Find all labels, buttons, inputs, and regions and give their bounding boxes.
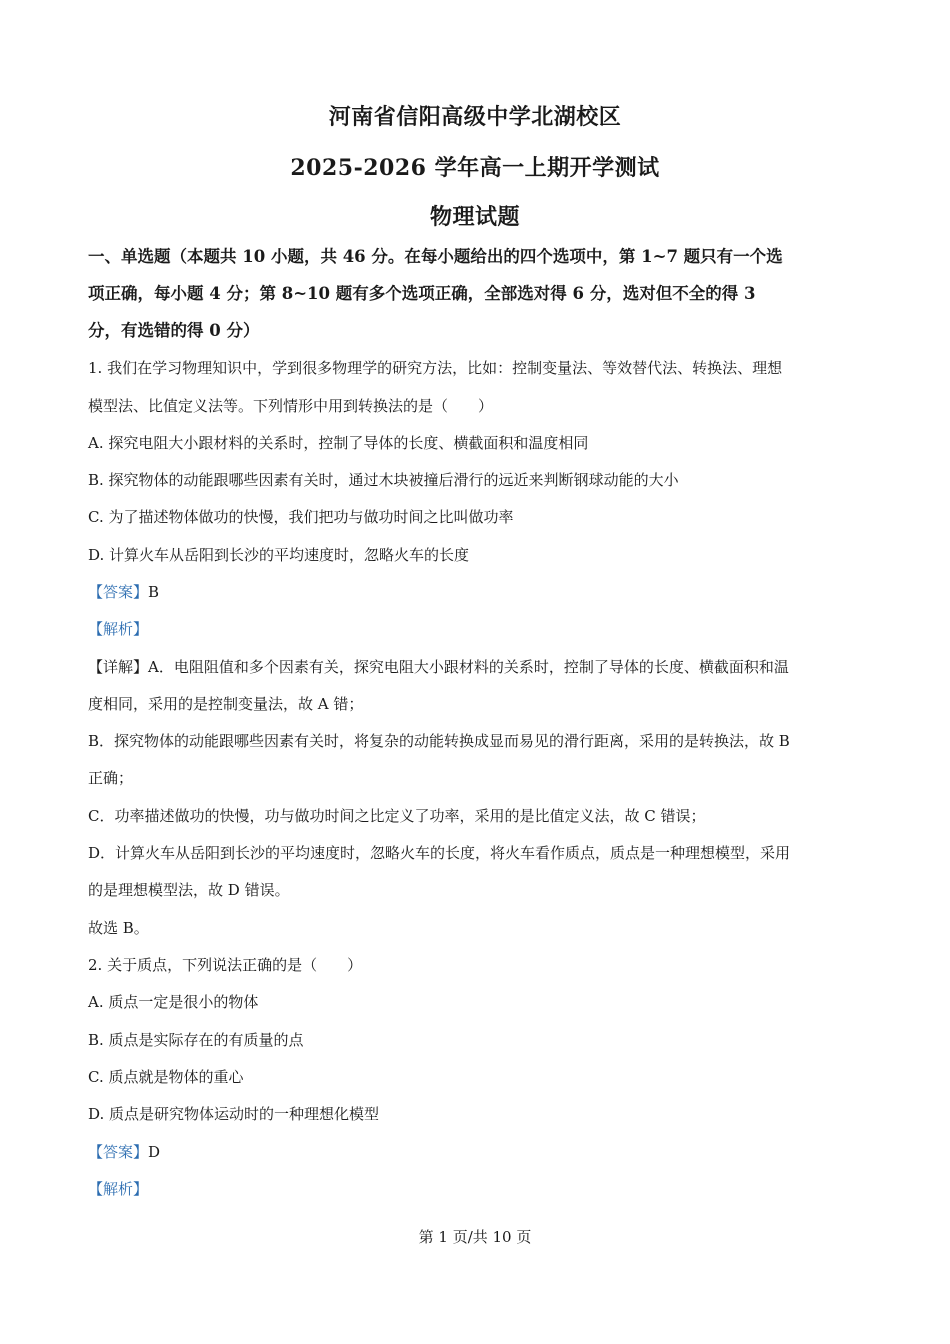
q1-stem-line: 1. 我们在学习物理知识中，学到很多物理学的研究方法，比如：控制变量法、等效替代法、转换法、理想 <box>88 359 783 377</box>
answer-value: B <box>148 583 160 601</box>
q1-option-c: C. 为了描述物体做功的快慢，我们把功与做功时间之比叫做功率 <box>88 508 514 526</box>
analysis-tag: 【解析】 <box>88 620 149 638</box>
answer-tag: 【答案】 <box>88 1143 149 1161</box>
q2-option-d: D. 质点是研究物体运动时的一种理想化模型 <box>88 1105 380 1123</box>
q1-analysis-tag <box>88 619 148 639</box>
q1-option-a: A. 探究电阻大小跟材料的关系时，控制了导体的长度、横截面积和温度相同 <box>88 434 589 452</box>
q1-detail-line: C．功率描述做功的快慢，功与做功时间之比定义了功率，采用的是比值定义法，故 C 错误； <box>88 807 706 825</box>
section-heading-line: 一、单选题（本题共 10 小题，共 46 分。在每小题给出的四个选项中，第 1~7 题只有一个选 <box>88 247 783 266</box>
analysis-tag: 【解析】 <box>88 1180 149 1198</box>
subject-title: 物理试题 <box>429 204 520 230</box>
q1-option-d: D. 计算火车从岳阳到长沙的平均速度时，忽略火车的长度 <box>88 546 470 564</box>
answer-value: D <box>148 1143 161 1161</box>
q1-conclusion: 故选 B。 <box>88 919 149 937</box>
q2-stem: 2. 关于质点，下列说法正确的是（ ） <box>88 956 363 974</box>
q1-answer <box>88 582 159 602</box>
section-heading-line: 分，有选错的得 0 分） <box>88 321 260 340</box>
exam-title: 2025-2026 学年高一上期开学测试 <box>290 155 660 181</box>
q1-detail-line: 【详解】A．电阻阻值和多个因素有关，探究电阻大小跟材料的关系时，控制了导体的长度、横截面积和温 <box>88 658 789 676</box>
page-footer: 第 1 页/共 10 页 <box>418 1228 532 1246</box>
q1-stem-line: 模型法、比值定义法等。下列情形中用到转换法的是（ ） <box>88 397 494 415</box>
answer-tag: 【答案】 <box>88 583 149 601</box>
q1-detail-line: 度相同，采用的是控制变量法，故 A 错； <box>88 695 364 713</box>
section-heading <box>88 238 868 349</box>
q2-answer <box>88 1142 160 1162</box>
q1-detail-line: D．计算火车从岳阳到长沙的平均速度时，忽略火车的长度，将火车看作质点，质点是一种理想模型，采用 <box>88 844 791 862</box>
q1-option-b: B. 探究物体的动能跟哪些因素有关时，通过木块被撞后滑行的远近来判断钢球动能的大小 <box>88 471 679 489</box>
school-title: 河南省信阳高级中学北湖校区 <box>328 104 622 130</box>
section-heading-line: 项正确，每小题 4 分；第 8~10 题有多个选项正确，全部选对得 6 分，选对但不全的得 3 <box>88 284 756 303</box>
q1-detail-line: 的是理想模型法，故 D 错误。 <box>88 881 290 899</box>
q2-option-a: A. 质点一定是很小的物体 <box>88 993 259 1011</box>
q1-detail-line: B．探究物体的动能跟哪些因素有关时，将复杂的动能转换成显而易见的滑行距离，采用的是转换法，故 B <box>88 732 790 750</box>
q2-analysis-tag <box>88 1179 148 1199</box>
q2-option-b: B. 质点是实际存在的有质量的点 <box>88 1031 304 1049</box>
q1-detail-line: 正确； <box>88 769 134 787</box>
q2-option-c: C. 质点就是物体的重心 <box>88 1068 244 1086</box>
